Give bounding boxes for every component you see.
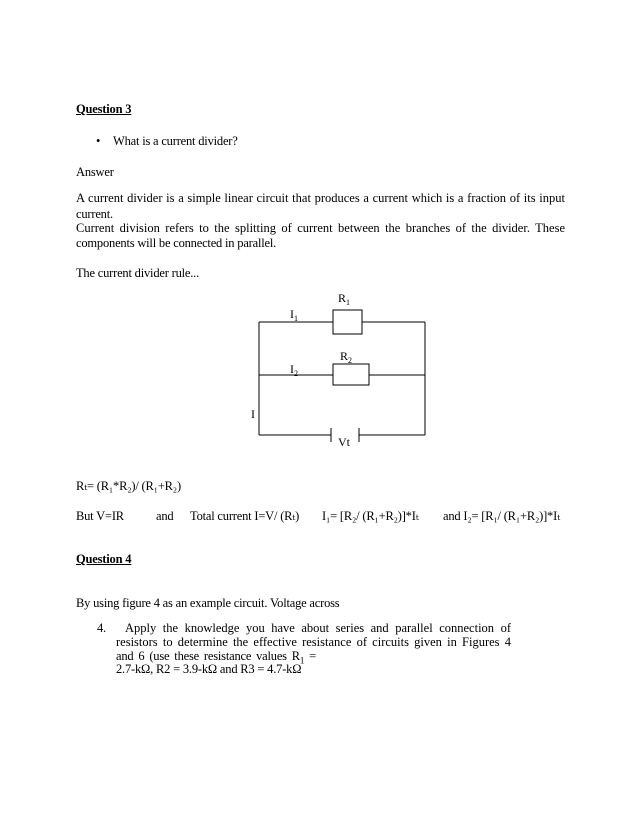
paragraph-line: current. <box>76 207 113 221</box>
paragraph-line: A current divider is a simple linear circuit that produces a current which is a fraction of its input <box>76 191 565 205</box>
question-3-heading: Question 3 <box>76 102 132 116</box>
formula-and: and <box>156 509 174 523</box>
question-4-intro: By using figure 4 as an example circuit. Voltage across <box>76 596 340 610</box>
answer-label: Answer <box>76 165 114 179</box>
resistor-r2 <box>333 364 369 385</box>
label-r1: $R_1$ <box>338 291 351 307</box>
resistor-r1 <box>333 310 362 334</box>
formula-but-v-ir: But V=IR <box>76 509 124 523</box>
paragraph-line: Current division refers to the splitting of current between the branches of the divider. These <box>76 221 565 235</box>
label-vt: Vt <box>338 435 350 449</box>
formula-total-current: Total current I=V/ (Rₜ) <box>190 509 300 523</box>
list-item-line: Apply the knowledge you have about series and parallel connection of <box>125 621 511 635</box>
list-item-line: and 6 (use these resistance values $R_1$ = <box>116 649 317 666</box>
label-i2: $I_2$ <box>290 362 298 378</box>
label-r2: $R_2$ <box>340 349 353 365</box>
list-item-line: resistors to determine the effective resistance of circuits given in Figures 4 <box>116 635 511 649</box>
bullet-icon: • <box>96 134 101 148</box>
rule-intro: The current divider rule... <box>76 266 200 280</box>
formula-rt: Rₜ= (R₁*R₂)/ (R₁+R₂) <box>76 479 181 493</box>
question-3-text: What is a current divider? <box>113 134 238 148</box>
question-4-heading: Question 4 <box>76 552 132 566</box>
formula-i1: I₁= [R₂/ (R₁+R₂)]*Iₜ <box>322 509 419 523</box>
label-i: I <box>251 407 255 421</box>
formula-i2: and I₂= [R₁/ (R₁+R₂)]*Iₜ <box>443 509 560 523</box>
list-item-line: 2.7-kΩ, R2 = 3.9-kΩ and R3 = 4.7-kΩ <box>116 662 302 676</box>
paragraph-line: components will be connected in parallel. <box>76 236 277 250</box>
list-item-number: 4. <box>97 621 106 635</box>
label-i1: $I_1$ <box>290 307 298 323</box>
